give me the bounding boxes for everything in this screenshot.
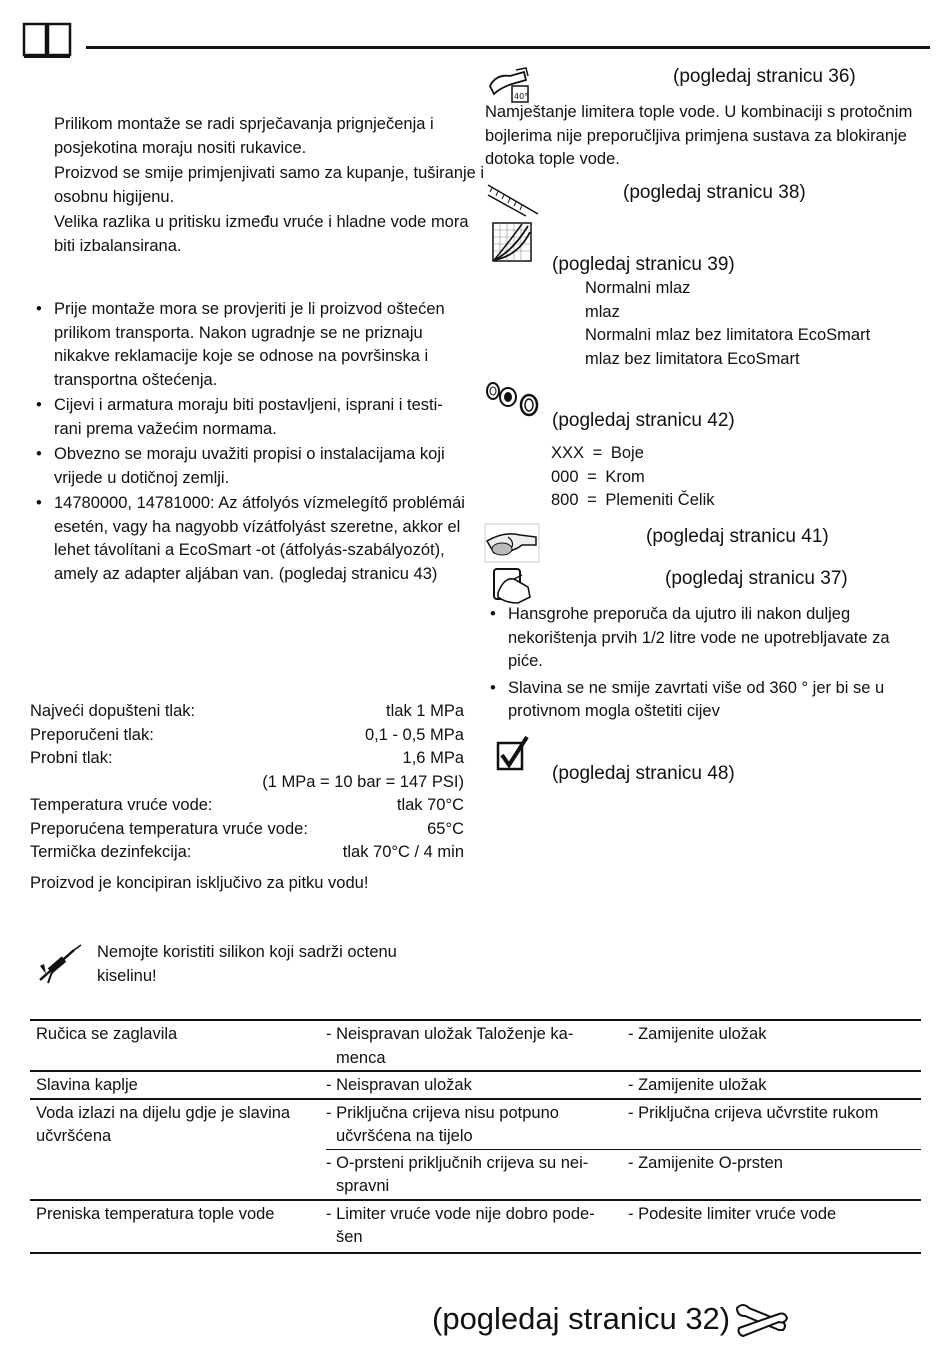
spec-label: Najveći dopušteni tlak: (30, 702, 196, 720)
operation-notes (485, 603, 920, 724)
finish-code: 800 (551, 491, 579, 509)
flow-item: Normalni mlaz (585, 279, 691, 297)
page-reference: (pogledaj stranicu 37) (665, 568, 848, 589)
flow-item: mlaz bez limitatora EcoSmart (585, 349, 800, 368)
remedy-cell: - Zamijenite uložak (622, 1071, 921, 1099)
page-reference: (pogledaj stranicu 41) (646, 526, 829, 547)
flow-item: Normalni mlaz bez limitatora EcoSmart (585, 326, 871, 344)
spare-parts-icon (484, 381, 542, 417)
remedy-cell: - Zamijenite uložak (622, 1020, 921, 1071)
spec-value: tlak 70°C (396, 796, 464, 814)
spec-label: Preporučeni tlak: (30, 725, 154, 744)
remedy-cell: - Zamijenite O-prsten (622, 1149, 921, 1200)
finish-equals: = (587, 467, 597, 486)
installation-bullet: • Obvezno se moraju uvažiti propisi o instalacijama koji vrijede u dotičnoj zemlji. (30, 443, 466, 490)
cause-cell: - Neispravan uložak Taloženje ka-menca (326, 1020, 622, 1071)
safety-notes (30, 113, 490, 258)
operation-bullet: • Slavina se ne smije zavrtati više od 360 ° jer bi se u protivnom mogla oštetiti cijev (485, 677, 920, 724)
remedy-cell: - Priključna crijeva učvrstite rukom (622, 1099, 921, 1150)
fault-cell: Ručica se zaglavila (30, 1020, 326, 1071)
spec-row (30, 747, 464, 771)
spec-row (30, 794, 464, 818)
spec-label: Termička dezinfekcija: (30, 843, 192, 861)
finish-name: Plemeniti Čelik (605, 491, 715, 509)
spec-label: Probni tlak: (30, 749, 113, 767)
spec-value: 65°C (427, 819, 464, 838)
wrench-icon (733, 1300, 789, 1338)
hot-water-limiter-icon (486, 66, 532, 106)
operation-hand-icon (488, 567, 534, 605)
spec-row (30, 700, 464, 724)
page-reference: (pogledaj stranicu 38) (623, 182, 806, 203)
page-reference: (pogledaj stranicu 36) (673, 66, 856, 87)
fault-cell: Preniska temperatura tople vode (30, 1200, 326, 1253)
page-reference: (pogledaj stranicu 32) (432, 1301, 731, 1336)
page-reference: (pogledaj stranicu 42) (552, 410, 735, 431)
flow-list (585, 277, 870, 371)
safety-paragraph: Velika razlika u pritisku između vruće i hladne vode mora biti izbalansirana. (54, 213, 469, 255)
cause-cell: - Limiter vruće vode nije dobro pode-šen (326, 1200, 622, 1253)
flow-item: mlaz (585, 302, 620, 321)
troubleshooting-table (30, 1019, 921, 1254)
installation-notes (30, 298, 466, 586)
hot-water-limiter-text: Namještanje limitera tople vode. U kombinaciji s protočnim bojlerima nije preporučljiva primjena sustava za blokiranje dotoka tople vode. (485, 103, 913, 168)
operation-bullet: • Hansgrohe preporuča da ujutro ili nakon duljeg nekorištenja prvih 1/2 litre vode ne upotrebljavate za piće. (485, 603, 920, 674)
spec-row (30, 818, 464, 842)
spec-value: tlak 1 MPa (386, 702, 464, 720)
svg-text:40°: 40° (514, 92, 529, 101)
silicone-warning: Nemojte koristiti silikon koji sadrži octenu kiselinu! (97, 943, 397, 985)
spec-label: Temperatura vruće vode: (30, 796, 213, 814)
cause-cell: - Priključna crijeva nisu potpuno učvršćena na tijelo (326, 1099, 622, 1150)
table-row (30, 1099, 921, 1150)
dimensions-ruler-icon (486, 181, 540, 217)
finish-equals: = (587, 491, 597, 509)
fault-cell: Voda izlazi na dijelu gdje je slavina učvršćena (30, 1099, 326, 1200)
remedy-cell: - Podesite limiter vruće vode (622, 1200, 921, 1253)
page-reference: (pogledaj stranicu 48) (552, 763, 735, 784)
safety-paragraph: Prilikom montaže se radi sprječavanja prignječenja i posjekotina moraju nositi rukavice. (54, 115, 434, 157)
table-row (30, 1071, 921, 1099)
finish-codes (551, 442, 714, 513)
safety-paragraph: Proizvod se smije primjenjivati samo za kupanje, tuširanje i osobnu higijenu. (54, 164, 485, 206)
spec-value: (1 MPa = 10 bar = 147 PSI) (262, 772, 464, 791)
checkmark-icon (496, 735, 530, 771)
finish-name: Krom (605, 467, 645, 486)
specs-note: Proizvod je koncipiran isključivo za pitku vodu! (30, 873, 369, 892)
finish-code-row (551, 466, 714, 490)
finish-code: 000 (551, 467, 579, 486)
cause-cell: - O-prsteni priključnih crijeva su nei-spravni (326, 1149, 622, 1200)
spec-value: tlak 70°C / 4 min (342, 843, 464, 861)
cause-cell: - Neispravan uložak (326, 1071, 622, 1099)
cleaning-hand-icon (484, 523, 540, 563)
flow-diagram-icon (492, 222, 532, 262)
header-rule (86, 46, 930, 49)
finish-name: Boje (610, 444, 644, 462)
spec-row (30, 771, 464, 795)
page-reference: (pogledaj stranicu 39) (552, 254, 735, 275)
fault-cell: Slavina kaplje (30, 1071, 326, 1099)
spec-label: Preporućena temperatura vruće vode: (30, 819, 308, 838)
spec-row (30, 841, 464, 865)
installation-bullet: • Prije montaže mora se provjeriti je li proizvod oštećen prilikom transporta. Nakon ugradnje se ne priznaju nikakve reklamacije koje se odnose na površinska i transportna oštećenja. (30, 298, 466, 392)
technical-data (30, 700, 464, 895)
table-row (30, 1200, 921, 1253)
finish-code-row (551, 442, 714, 466)
book-icon (22, 22, 72, 58)
finish-equals: = (592, 444, 603, 462)
installation-bullet: • 14780000, 14781000: Az átfolyós vízmelegítő problémái esetén, vagy ha nagyobb vízátfolyást szeretne, akkor el lehet távolítani a EcoSmart -ot (átfolyás-szabályozót), amely az adapter aljában van. (pogledaj stranicu 43) (30, 492, 466, 586)
silicone-gun-icon (34, 944, 84, 984)
finish-code-row (551, 489, 714, 513)
table-row (30, 1020, 921, 1071)
spec-row (30, 724, 464, 748)
installation-bullet: • Cijevi i armatura moraju biti postavljeni, isprani i testi-rani prema važećim normama. (30, 394, 466, 441)
spec-value: 1,6 MPa (402, 749, 464, 767)
finish-code: XXX (551, 444, 585, 462)
spec-value: 0,1 - 0,5 MPa (364, 725, 464, 744)
